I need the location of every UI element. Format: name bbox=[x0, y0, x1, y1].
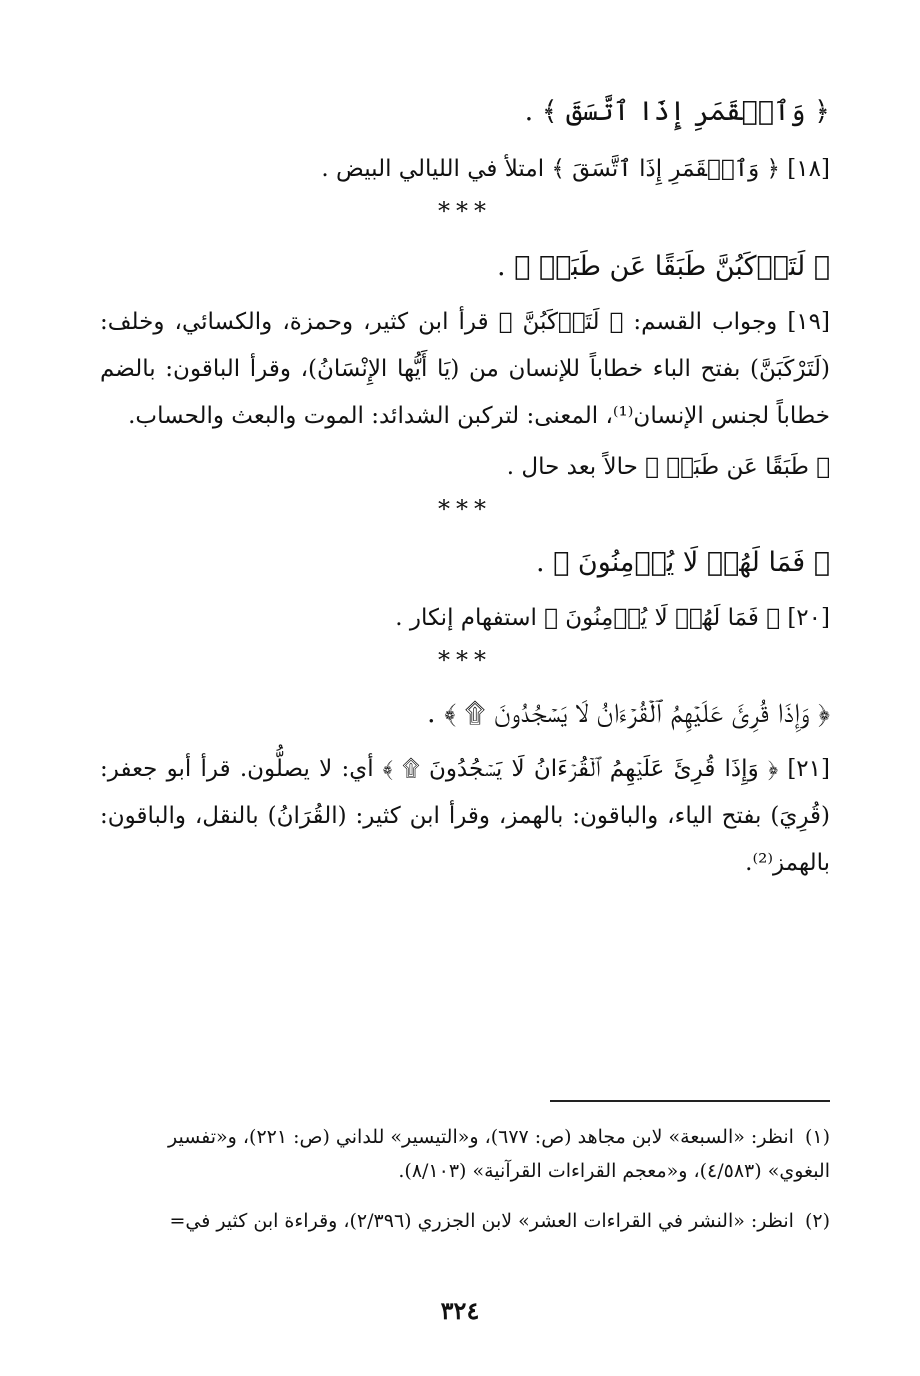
separator-stars: *** bbox=[438, 495, 492, 523]
footnote-label: (١) bbox=[804, 1126, 830, 1148]
page-number: ٣٢٤ bbox=[440, 1296, 480, 1325]
commentary-20: [٢٠] ﴿ فَمَا لَهُمۡ لَا يُؤۡمِنُونَ ﴾ استفهام إنكار . bbox=[395, 605, 830, 631]
page-body bbox=[100, 90, 830, 887]
footnote-label: (٢) bbox=[804, 1210, 830, 1232]
verse-21: ﴿ وَإِذَا قُرِئَ عَلَيۡهِمُ ٱلۡقُرۡءَانُ لَا يَسۡجُدُونَ ۩ ﴾ . bbox=[427, 698, 830, 729]
footnote-1 bbox=[100, 1120, 830, 1188]
footnote-text: انظر: «النشر في القراءات العشر» لابن الجزري (٢/٣٩٦)، وقراءة ابن كثير في= bbox=[169, 1210, 794, 1232]
commentary-18: [١٨] ﴿ وَٱلۡقَمَرِ إِذَا ٱتَّسَقَ ﴾ امتلأ في الليالي البيض . bbox=[321, 156, 830, 182]
commentary-19: [١٩] وجواب القسم: ﴿ لَتَرۡكَبُنَّ ﴾ قرأ ابن كثير، وحمزة، والكسائي، وخلف: (لَتَرْكَبَنَّ) بفتح الباء خطاباً للإنسان من (يَا أَيُّها الإِنْسَانُ)، وقرأ الباقون: بالضم خطاباً لجنس الإنسان⁽¹⁾، المعنى: لتركبن الشدائد: الموت والبعث والحساب. bbox=[100, 309, 830, 429]
verse-20: ﴿ فَمَا لَهُمۡ لَا يُؤۡمِنُونَ ﴾ . bbox=[535, 547, 830, 578]
verse-18: ﴿ وَٱلۡقَمَرِ إِذَا ٱتَّسَقَ ﴾ . bbox=[524, 96, 830, 127]
separator-stars: *** bbox=[438, 197, 492, 225]
commentary-19-b: ﴿ طَبَقًا عَن طَبَقٖ ﴾ حالاً بعد حال . bbox=[506, 454, 830, 480]
footnote-divider bbox=[550, 1100, 830, 1102]
footnote-2 bbox=[100, 1204, 830, 1238]
commentary-21: [٢١] ﴿ وَإِذَا قُرِئَ عَلَيۡهِمُ ٱلۡقُرۡءَانُ لَا يَسۡجُدُونَ ۩ ﴾ أي: لا يصلُّون. قرأ أبو جعفر: (قُرِيَ) بفتح الياء، والباقون: بالهمز، وقرأ ابن كثير: (القُرَانُ) بالنقل، والباقون: بالهمز⁽²⁾. bbox=[100, 756, 830, 876]
verse-19: ﴿ لَتَرۡكَبُنَّ طَبَقًا عَن طَبَقٖ ﴾ . bbox=[496, 251, 830, 282]
separator-stars: *** bbox=[438, 646, 492, 674]
footnote-text: انظر: «السبعة» لابن مجاهد (ص: ٦٧٧)، و«التيسير» للداني (ص: ٢٢١)، و«تفسير البغوي» (٤/٥٨٣)، و«معجم القراءات القرآنية» (٨/١٠٣). bbox=[167, 1126, 830, 1182]
